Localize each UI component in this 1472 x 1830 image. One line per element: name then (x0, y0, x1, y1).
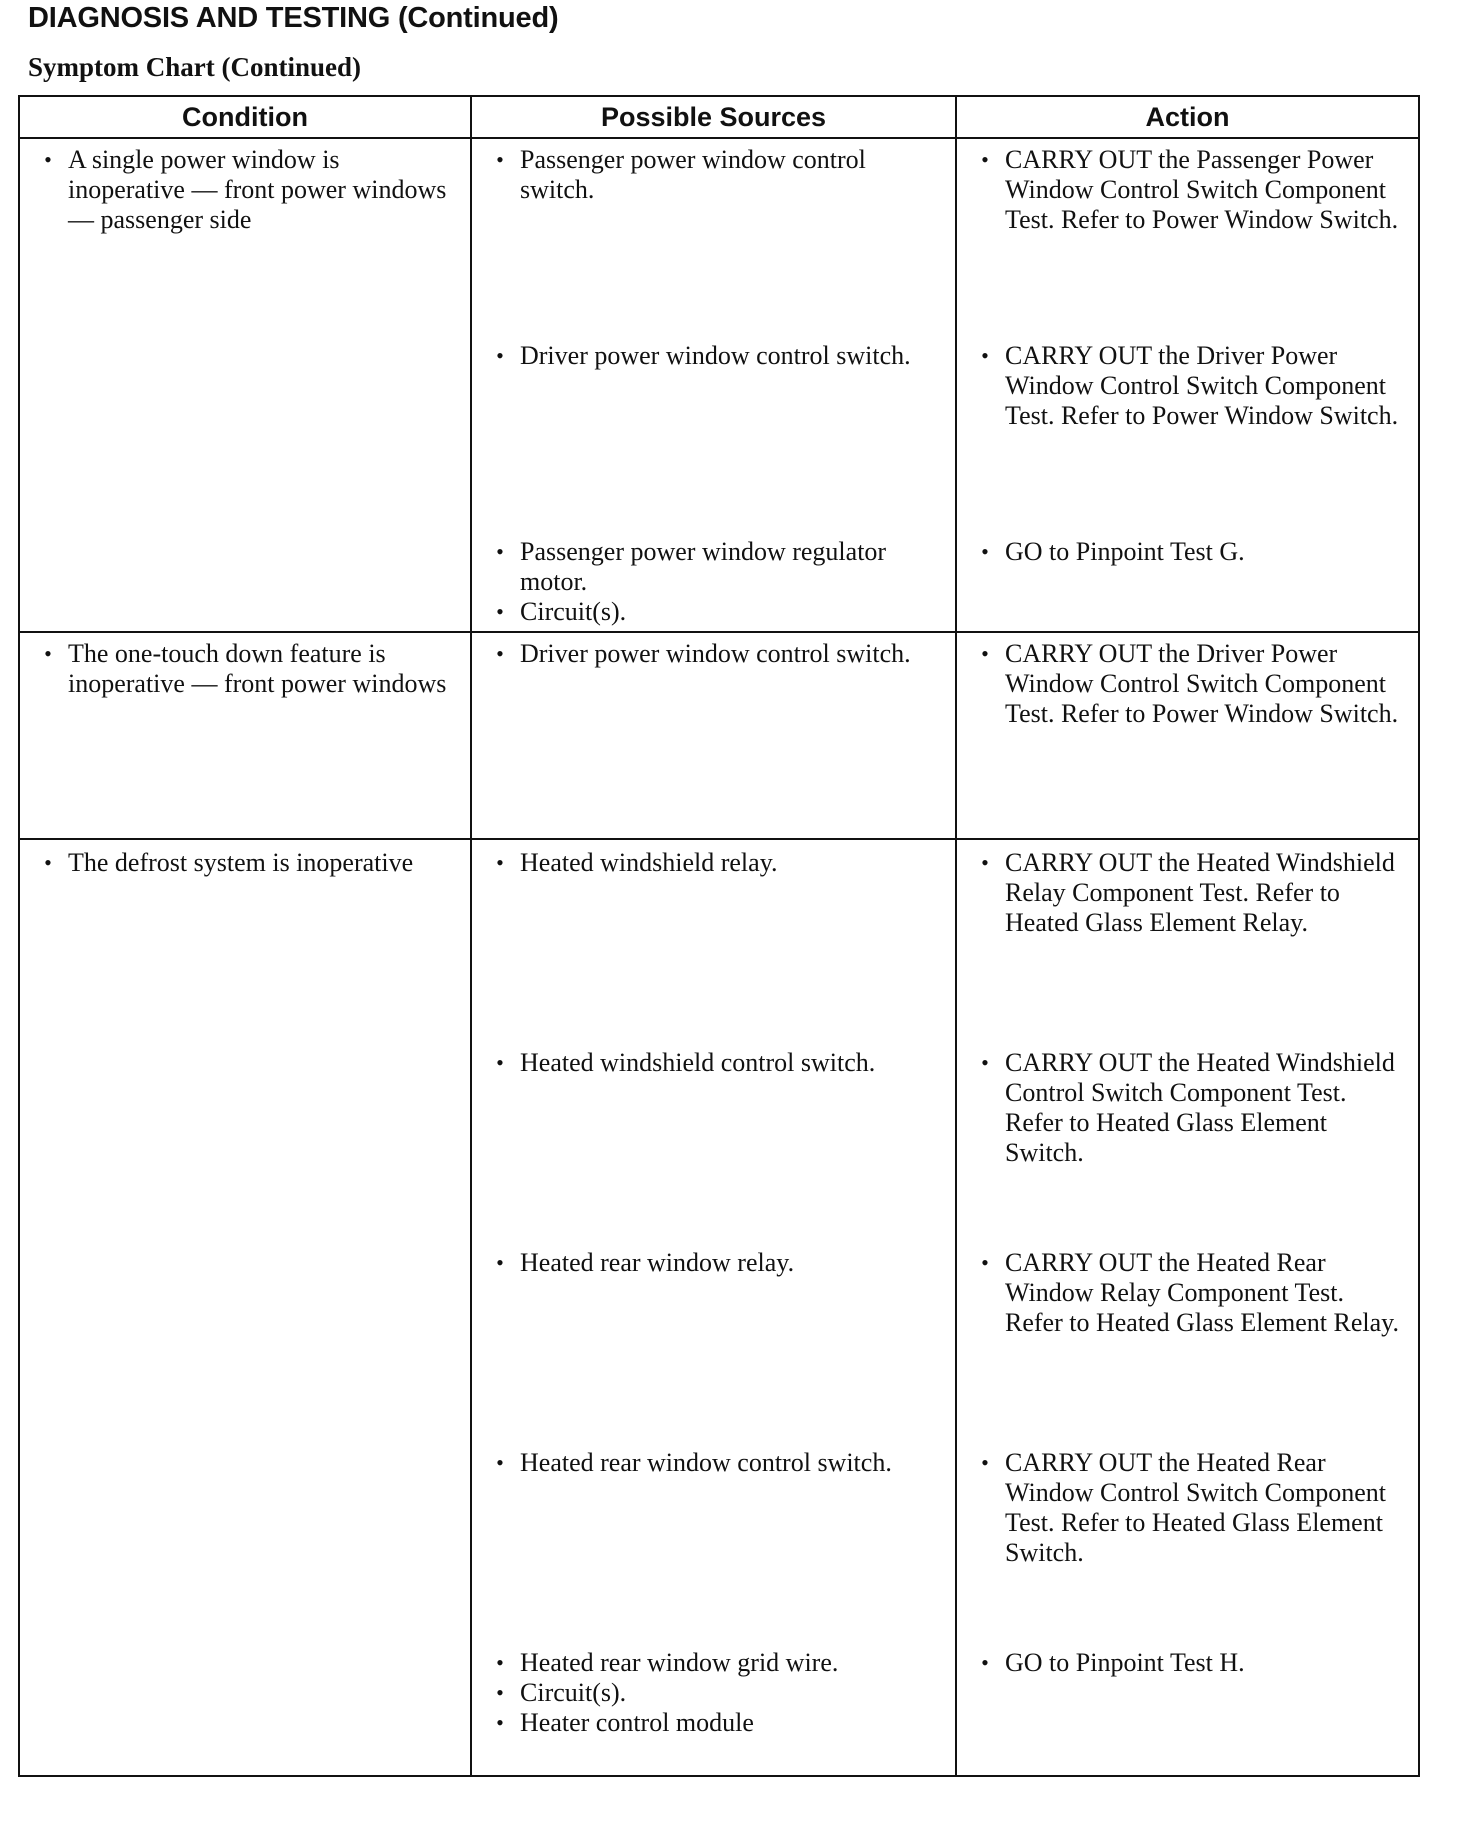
condition-text: The one-touch down feature is inoperative — front power windows (68, 639, 447, 698)
action-cell (956, 839, 1419, 1776)
source-text: Heated rear window relay. (520, 1248, 795, 1277)
source-text: Heated windshield relay. (520, 848, 778, 877)
bullet-icon: • (496, 1650, 504, 1675)
symptom-chart-table (18, 95, 1420, 1777)
source-text: Circuit(s). (520, 1678, 627, 1707)
chart-subheading: Symptom Chart (Continued) (28, 52, 362, 82)
source-text: Passenger power window control switch. (520, 145, 866, 204)
action-cell (956, 138, 1419, 632)
source-text: Heated rear window control switch. (520, 1448, 892, 1477)
table-header-row (19, 96, 1419, 138)
bullet-icon: • (496, 539, 504, 564)
source-text: Driver power window control switch. (520, 639, 911, 668)
bullet-icon: • (981, 850, 989, 875)
table-row (19, 839, 1419, 1776)
bullet-icon: • (981, 343, 989, 368)
bullet-icon: • (981, 1650, 989, 1675)
bullet-icon: • (981, 539, 989, 564)
header-possible-sources: Possible Sources (471, 96, 956, 138)
bullet-icon: • (981, 147, 989, 172)
bullet-icon: • (496, 641, 504, 666)
bullet-icon: • (44, 641, 52, 666)
bullet-icon: • (981, 1050, 989, 1075)
action-text: GO to Pinpoint Test G. (1005, 537, 1245, 566)
bullet-icon: • (496, 147, 504, 172)
table-row (19, 138, 1419, 632)
action-text: CARRY OUT the Heated Rear Window Relay Component Test. Refer to Heated Glass Element Relay. (1005, 1248, 1399, 1337)
bullet-icon: • (496, 343, 504, 368)
bullet-icon: • (44, 147, 52, 172)
action-text: CARRY OUT the Heated Windshield Control Switch Component Test. Refer to Heated Glass Element Switch. (1005, 1048, 1395, 1167)
page-heading: DIAGNOSIS AND TESTING (Continued) (28, 2, 559, 34)
header-condition: Condition (19, 96, 471, 138)
action-text: CARRY OUT the Driver Power Window Control Switch Component Test. Refer to Power Window Switch. (1005, 341, 1399, 430)
source-text: Circuit(s). (520, 597, 627, 626)
bullet-icon: • (496, 850, 504, 875)
action-text: CARRY OUT the Passenger Power Window Control Switch Component Test. Refer to Power Window Switch. (1005, 145, 1399, 234)
condition-text: The defrost system is inoperative (68, 848, 414, 877)
sources-cell (471, 839, 956, 1776)
bullet-icon: • (981, 1250, 989, 1275)
source-text: Driver power window control switch. (520, 341, 911, 370)
bullet-icon: • (981, 641, 989, 666)
bullet-icon: • (981, 1450, 989, 1475)
condition-cell (19, 632, 471, 839)
action-cell (956, 632, 1419, 839)
source-text: Heater control module (520, 1708, 754, 1737)
source-text: Heated rear window grid wire. (520, 1648, 839, 1677)
action-text: CARRY OUT the Heated Rear Window Control Switch Component Test. Refer to Heated Glass Element Switch. (1005, 1448, 1386, 1567)
bullet-icon: • (496, 1250, 504, 1275)
table-row (19, 632, 1419, 839)
condition-text: A single power window is inoperative — front power windows — passenger side (68, 145, 447, 234)
action-text: CARRY OUT the Driver Power Window Control Switch Component Test. Refer to Power Window Switch. (1005, 639, 1399, 728)
bullet-icon: • (496, 1050, 504, 1075)
bullet-icon: • (496, 1450, 504, 1475)
action-text: CARRY OUT the Heated Windshield Relay Component Test. Refer to Heated Glass Element Relay. (1005, 848, 1395, 937)
bullet-icon: • (496, 1710, 504, 1735)
action-text: GO to Pinpoint Test H. (1005, 1648, 1245, 1677)
condition-cell (19, 839, 471, 1776)
sources-cell (471, 138, 956, 632)
sources-cell (471, 632, 956, 839)
bullet-icon: • (44, 850, 52, 875)
header-action: Action (956, 96, 1419, 138)
source-text: Heated windshield control switch. (520, 1048, 876, 1077)
bullet-icon: • (496, 1680, 504, 1705)
bullet-icon: • (496, 599, 504, 624)
source-text: Passenger power window regulator motor. (520, 537, 887, 596)
condition-cell (19, 138, 471, 632)
